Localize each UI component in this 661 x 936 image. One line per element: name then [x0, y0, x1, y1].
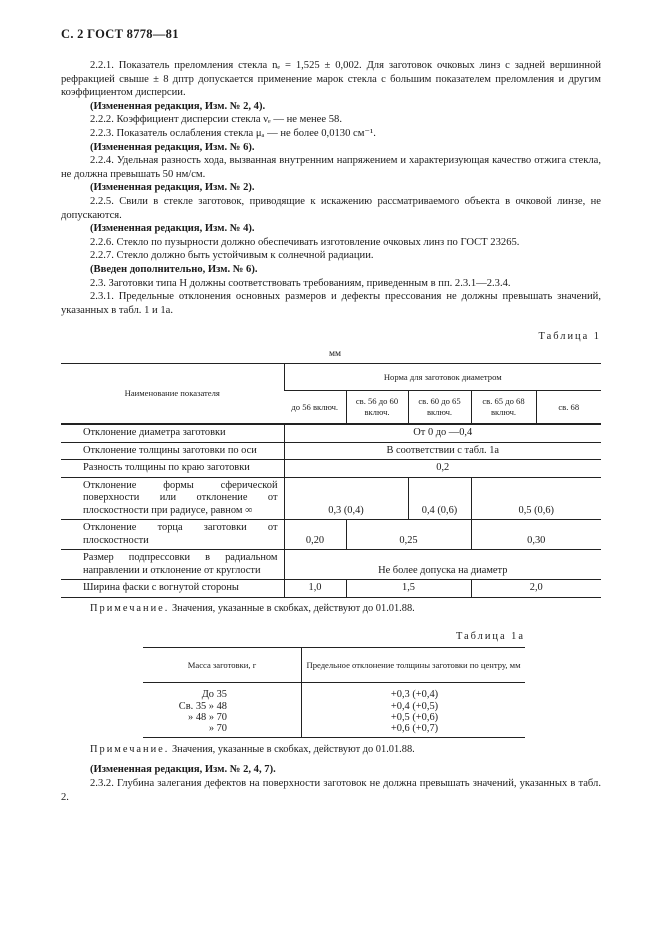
mass-cell: До 35 — [201, 689, 227, 701]
row-value: 1,5 — [346, 580, 471, 598]
row-value: В соответствии с табл. 1а — [284, 442, 601, 460]
table-1-caption: Таблица 1 — [538, 331, 601, 343]
table-1-subheader: до 56 включ. — [284, 391, 346, 425]
table-row — [143, 723, 525, 737]
paragraph-2-3-1: 2.3.1. Предельные отклонения основных размеров и дефекты прессования не должны превышать значений, указанных в табл. 1 и 1а. — [61, 291, 601, 316]
edition-note: (Измененная редакция, Изм. № 2, 4). — [90, 100, 266, 112]
row-value: 1,0 — [284, 580, 346, 598]
note-text: Значения, указанные в скобках, действуют до 01.01.88. — [171, 602, 415, 614]
row-value: 0,5 (0,6) — [471, 477, 601, 520]
row-value: Не более допуска на диаметр — [284, 550, 601, 580]
table-1-column-header: Наименование показателя — [61, 364, 284, 425]
mass-cell: » 48 » 70 — [188, 711, 227, 723]
table-1a-note — [61, 743, 601, 757]
table-1a — [143, 647, 525, 738]
table-1-subheader: св. 68 — [536, 391, 601, 425]
table-row — [143, 712, 525, 723]
table-row — [61, 424, 601, 442]
paragraph-2-2-3: 2.2.3. Показатель ослабления стекла μₐ — не более 0,0130 см⁻¹. — [90, 127, 376, 139]
table-row — [61, 580, 601, 598]
row-value: 0,30 — [471, 520, 601, 550]
table-1-subheader: св. 60 до 65 включ. — [408, 391, 471, 425]
table-1-subheader: св. 56 до 60 включ. — [346, 391, 408, 425]
row-label: Отклонение диаметра заготовки — [61, 424, 284, 442]
table-1-unit: мм — [328, 348, 342, 359]
paragraph-2-2-4: 2.2.4. Удельная разность хода, вызванная внутренним напряжением и характеризующая качество отжига стекла, не должна превышать 50 нм/см. — [61, 155, 601, 180]
table-1-group-header: Норма для заготовок диаметром — [284, 364, 601, 391]
edition-note: (Измененная редакция, Изм. № 4). — [90, 223, 255, 235]
edition-note: (Введен дополнительно, Изм. № 6). — [90, 263, 258, 275]
deviation-cell: +0,4 (+0,5) — [302, 701, 526, 712]
edition-note: (Измененная редакция, Изм. № 6). — [90, 141, 255, 153]
row-label: Отклонение торца заготовки от плоскостности — [61, 520, 284, 550]
paragraph-2-2-1: 2.2.1. Показатель преломления стекла nₑ = 1,525 ± 0,002. Для заготовок очковых линз с задней вершинной рефракцией свыше ± 8 дптр допускается применение марок стекла с большим показателем преломления и другим коэффициентом дисперсии. — [61, 60, 601, 99]
deviation-cell: +0,5 (+0,6) — [302, 712, 526, 723]
table-1-note — [61, 602, 601, 616]
row-value: 0,20 — [284, 520, 346, 550]
table-row — [61, 520, 601, 550]
row-label: Размер подпрессовки в радиальном направлении и отклонение от круглости — [61, 550, 284, 580]
table-row — [61, 442, 601, 460]
mass-cell: Св. 35 » 48 — [178, 700, 227, 712]
table-row — [61, 477, 601, 520]
table-row — [143, 701, 525, 712]
row-label: Отклонение формы сферической поверхности или отклонение от плоскостности при радиусе, равном ∞ — [61, 477, 284, 520]
table-1a-column-header: Предельное отклонение толщины заготовки по центру, мм — [302, 648, 526, 683]
deviation-cell: +0,6 (+0,7) — [302, 723, 526, 737]
table-row — [61, 460, 601, 478]
note-text: Значения, указанные в скобках, действуют до 01.01.88. — [171, 743, 415, 755]
mass-cell: » 70 — [143, 723, 302, 737]
deviation-cell: +0,3 (+0,4) — [302, 683, 526, 701]
row-value: 0,2 — [284, 460, 601, 478]
note-label: Примечание. — [90, 602, 170, 614]
table-row — [61, 550, 601, 580]
edition-note: (Измененная редакция, Изм. № 2, 4, 7). — [90, 764, 276, 776]
row-label: Отклонение толщины заготовки по оси — [61, 442, 284, 460]
row-value: От 0 до —0,4 — [284, 424, 601, 442]
note-label: Примечание. — [90, 743, 170, 755]
page-header: С. 2 ГОСТ 8778—81 — [61, 27, 179, 41]
row-label: Ширина фаски с вогнутой стороны — [61, 580, 284, 598]
table-1 — [61, 363, 601, 598]
row-value: 2,0 — [471, 580, 601, 598]
row-value: 0,4 (0,6) — [408, 477, 471, 520]
table-1a-column-header: Масса заготовки, г — [143, 648, 302, 683]
paragraph-2-3-2: 2.3.2. Глубина залегания дефектов на поверхности заготовок не должна превышать значений, указанных в табл. 2. — [61, 777, 601, 803]
table-1a-block — [61, 630, 601, 738]
paragraph-2-2-6: 2.2.6. Стекло по пузырности должно обеспечивать изготовление очковых линз по ГОСТ 23265. — [90, 236, 520, 248]
document-body — [61, 59, 601, 804]
row-value: 0,25 — [346, 520, 471, 550]
paragraph-2-3: 2.3. Заготовки типа Н должны соответствовать требованиям, приведенным в пп. 2.3.1—2.3.4. — [90, 277, 511, 289]
paragraph-2-2-5: 2.2.5. Свили в стекле заготовок, приводящие к искажению рассматриваемого объекта в очковой линзе, не допускаются. — [61, 195, 601, 221]
table-row — [143, 683, 525, 701]
row-label: Разность толщины по краю заготовки — [61, 460, 284, 478]
table-1-subheader: св. 65 до 68 включ. — [471, 391, 536, 425]
table-1a-caption: Таблица 1а — [455, 630, 525, 642]
edition-note: (Измененная редакция, Изм. № 2). — [90, 182, 255, 194]
row-value: 0,3 (0,4) — [284, 477, 408, 520]
paragraph-2-2-2: 2.2.2. Коэффициент дисперсии стекла νₑ — не менее 58. — [90, 114, 342, 126]
paragraph-2-2-7: 2.2.7. Стекло должно быть устойчивым к солнечной радиации. — [90, 250, 374, 262]
